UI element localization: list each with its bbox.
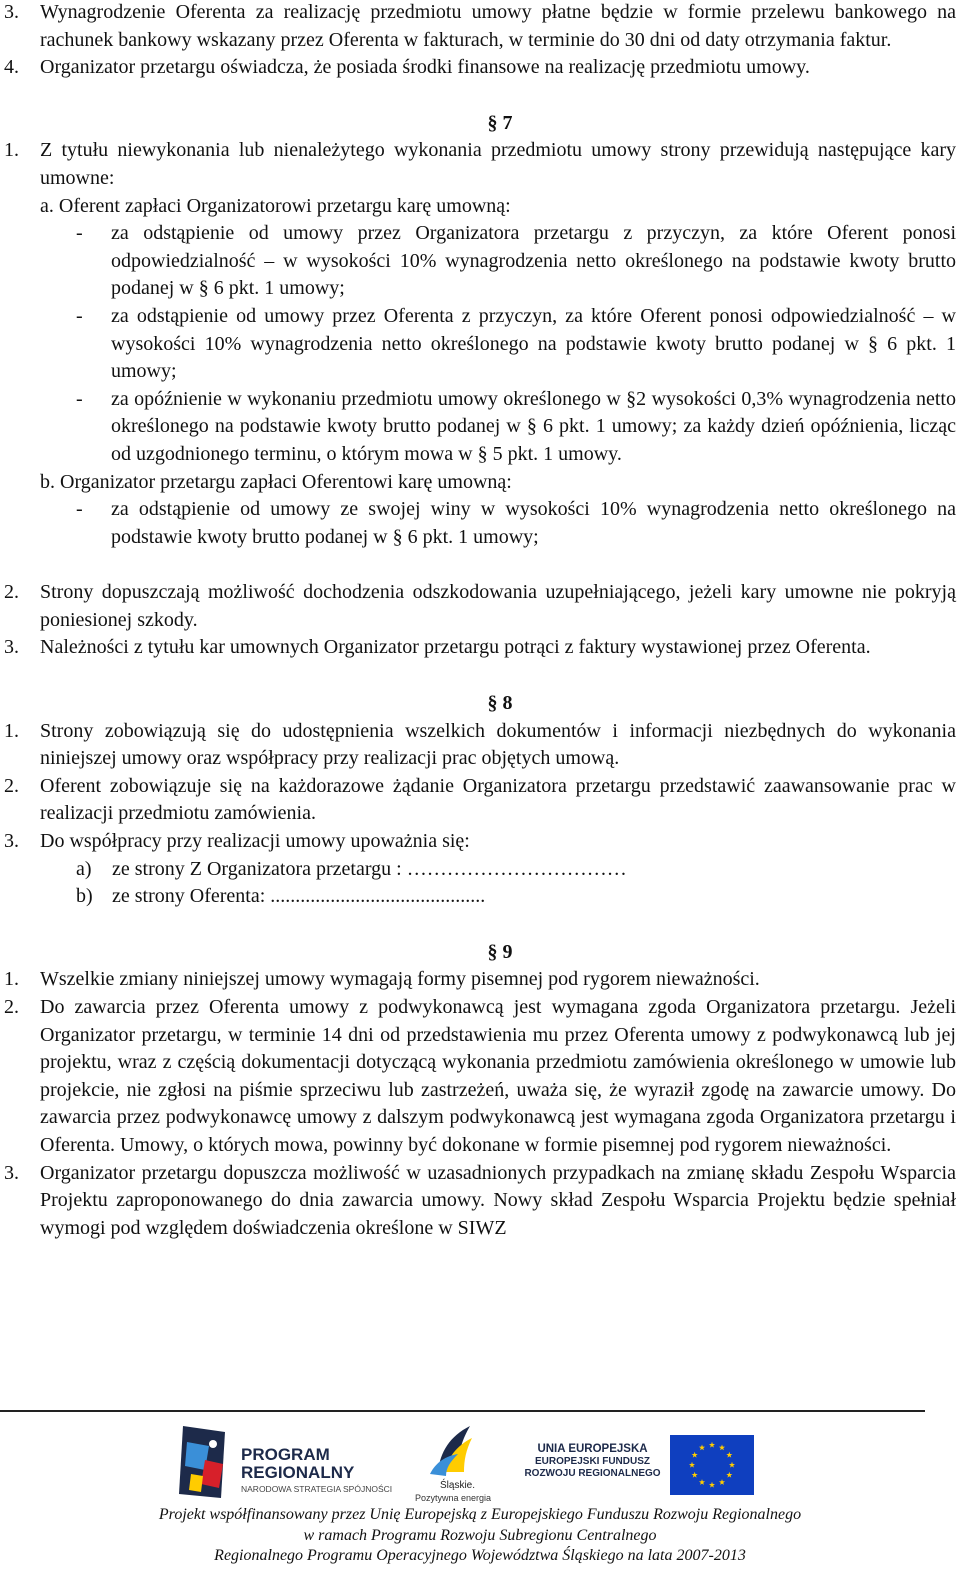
slaskie-tagline: Pozytywna energia [415, 1493, 492, 1503]
unia-europejska-logo [520, 1435, 760, 1499]
eu-flag-icon [670, 1435, 754, 1495]
funding-statement [0, 1505, 960, 1567]
paragraph-number: 1. [4, 968, 19, 991]
section-9-paragraph-1 [0, 966, 960, 994]
section-9-paragraph-2 [0, 994, 960, 1160]
penalty-b-intro: b. Organizator przetargu zapłaci Oferentowi karę umowną: [40, 470, 512, 493]
section-9-heading: § 9 [487, 940, 513, 963]
item-text: za odstąpienie od umowy przez Oferenta z przyczyn, za które Oferent ponosi odpowiedzialność – w wysokości 10% wynagrodzenia netto określonego na podstawie kwoty brutto podanej w § 6 pkt. 1 umowy; [111, 304, 956, 383]
item-text: za odstąpienie od umowy przez Organizatora przetargu z przyczyn, za które Oferent ponosi odpowiedzialność – w wysokości 10% wynagrodzenia netto określonego na podstawie kwoty brutto podanej w § 6 pkt. 1 umowy; [111, 222, 956, 300]
paragraph-3 [0, 0, 960, 54]
penalty-a-item [40, 303, 960, 386]
section-7-paragraph-3 [0, 634, 960, 662]
paragraph-number: 1. [4, 139, 19, 162]
paragraph-number: 2. [4, 996, 19, 1018]
funding-line: w ramach Programu Rozwoju Subregionu Centralnego [303, 1526, 657, 1544]
paragraph-text: Do współpracy przy realizacji umowy upoważnia się: [40, 830, 470, 853]
representatives-list [0, 856, 960, 911]
section-8-paragraph-1 [0, 718, 960, 773]
list-marker: a) [76, 857, 92, 880]
paragraph-number: 3. [4, 830, 19, 853]
dash-marker: - [76, 387, 83, 410]
section-8-paragraph-2 [0, 773, 960, 828]
paragraph-number: 3. [4, 1161, 19, 1184]
program-regionalny-logo [175, 1422, 395, 1506]
list-marker: b) [76, 885, 93, 908]
paragraph-text: Do zawarcia przez Oferenta umowy z podwykonawcą jest wymagana zgoda Organizatora przetargu. Jeżeli Organizator przetargu, w terminie 14 dni od przedstawienia mu przez Oferenta umowy z podwykonawcą lub jej projektu, wraz z częścią dokumentacji dotyczącą wykonania przedmiotu zamówienia określonego w umowie lub projekcie, nie zgłosi na piśmie sprzeciwu lub zastrzeżeń, uważa się, że wyraził zgodę na zawarcie umowy. Do zawarcia przez podwykonawcę umowy z dalszym podwykonawcą jest wymagana zgoda Organizatora przetargu i Oferenta. Umowy, o których mowa, powinny być dokonane w formie pisemnej pod rygorem nieważności. [40, 996, 956, 1156]
footer-divider [0, 1410, 925, 1412]
section-7-paragraph-1 [0, 137, 960, 192]
paragraph-text: Strony zobowiązują się do udostępnienia wszelkich dokumentów i informacji niezbędnych do wykonania niniejszej umowy oraz współpracy przy realizacji prac objętych umową. [40, 719, 956, 770]
list-item-text: ze strony Z Organizatora przetargu : …………………………… [112, 857, 627, 880]
paragraph-text: Wynagrodzenie Oferenta za realizację przedmiotu umowy płatne będzie w formie przelewu bankowego na rachunek bankowy wskazany przez Oferenta w fakturach, w terminie do 30 dni od daty otrzymania faktur. [40, 1, 956, 51]
dash-marker: - [76, 304, 83, 327]
paragraph-text: Z tytułu niewykonania lub nienależytego wykonania przedmiotu umowy strony przewidują następujące kary umowne: [40, 139, 956, 189]
penalty-b-item [40, 496, 960, 551]
paragraph-number: 2. [4, 581, 19, 604]
dash-marker: - [76, 498, 83, 521]
section-8-paragraph-3 [0, 828, 960, 856]
paragraph-number: 3. [4, 636, 19, 659]
paragraph-number: 1. [4, 719, 19, 742]
paragraph-number: 4. [4, 56, 19, 79]
paragraph-text: Oferent zobowiązuje się na każdorazowe żądanie Organizatora przetargu przedstawić zaawansowanie prac w realizacji przedmiotu zamówienia. [40, 774, 956, 825]
section-8-heading: § 8 [487, 692, 513, 715]
paragraph-text: Organizator przetargu dopuszcza możliwość w uzasadnionych przypadkach na zmianę składu Zespołu Wsparcia Projektu zaproponowanego do dnia zawarcia umowy. Nowy skład Zespołu Wsparcia Projektu będzie spełniał wymogi pod względem doświadczenia określone w SIWZ [40, 1161, 956, 1239]
paragraph-number: 3. [4, 1, 19, 23]
section-7-heading: § 7 [487, 111, 513, 134]
item-text: za opóźnienie w wykonaniu przedmiotu umowy określonego w §2 wysokości 0,3% wynagrodzenia netto określonego na podstawie kwoty brutto podanej w § 6 pkt. 1 umowy; za każdy dzień opóźnienia, licząc od uzgodnionego terminu, o którym mowa w § 5 pkt. 1 umowy. [111, 387, 956, 465]
paragraph-number: 2. [4, 774, 19, 797]
funding-line: Regionalnego Programu Operacyjnego Województwa Śląskiego na lata 2007-2013 [214, 1547, 746, 1564]
list-item [76, 883, 960, 911]
dash-marker: - [76, 222, 83, 245]
paragraph-text: Należności z tytułu kar umownych Organizator przetargu potrąci z faktury wystawionej przez Oferenta. [40, 636, 871, 659]
section-7-paragraph-2 [0, 579, 960, 634]
program-regionalny-subtitle: NARODOWA STRATEGIA SPÓJNOŚCI [241, 1484, 393, 1494]
paragraph-text: Wszelkie zmiany niniejszej umowy wymagają formy pisemnej pod rygorem nieważności. [40, 968, 760, 991]
slaskie-logo [410, 1422, 510, 1506]
funding-line: Projekt współfinansowany przez Unię Europejską z Europejskiego Funduszu Rozwoju Regionalnego [158, 1506, 802, 1523]
slaskie-bird-icon [410, 1422, 500, 1480]
section-9-paragraph-3 [0, 1160, 960, 1243]
penalty-a-intro: a. Oferent zapłaci Organizatorowi przetargu karę umowną: [40, 194, 511, 217]
penalty-a-item [40, 386, 960, 469]
program-regionalny-emblem-icon [175, 1422, 235, 1502]
ue-logo-text: UNIA EUROPEJSKA EUROPEJSKI FUNDUSZ ROZWOJU REGIONALNEGO [524, 1443, 661, 1479]
paragraph-text: Strony dopuszczają możliwość dochodzenia odszkodowania uzupełniającego, jeżeli kary umowne nie pokryją poniesionej szkody. [40, 581, 956, 631]
list-item-text: ze strony Oferenta: ........................................... [112, 885, 486, 908]
item-text: za odstąpienie od umowy ze swojej winy w wysokości 10% wynagrodzenia netto określonego na podstawie kwoty brutto podanej w § 6 pkt. 1 umowy; [111, 498, 956, 548]
list-item [76, 856, 960, 884]
slaskie-name: Śląskie. [440, 1480, 476, 1491]
penalty-a-item [40, 220, 960, 303]
paragraph-4 [0, 54, 960, 82]
program-regionalny-title: PROGRAM REGIONALNY [241, 1445, 355, 1482]
paragraph-text: Organizator przetargu oświadcza, że posiada środki finansowe na realizację przedmiotu umowy. [40, 56, 810, 79]
